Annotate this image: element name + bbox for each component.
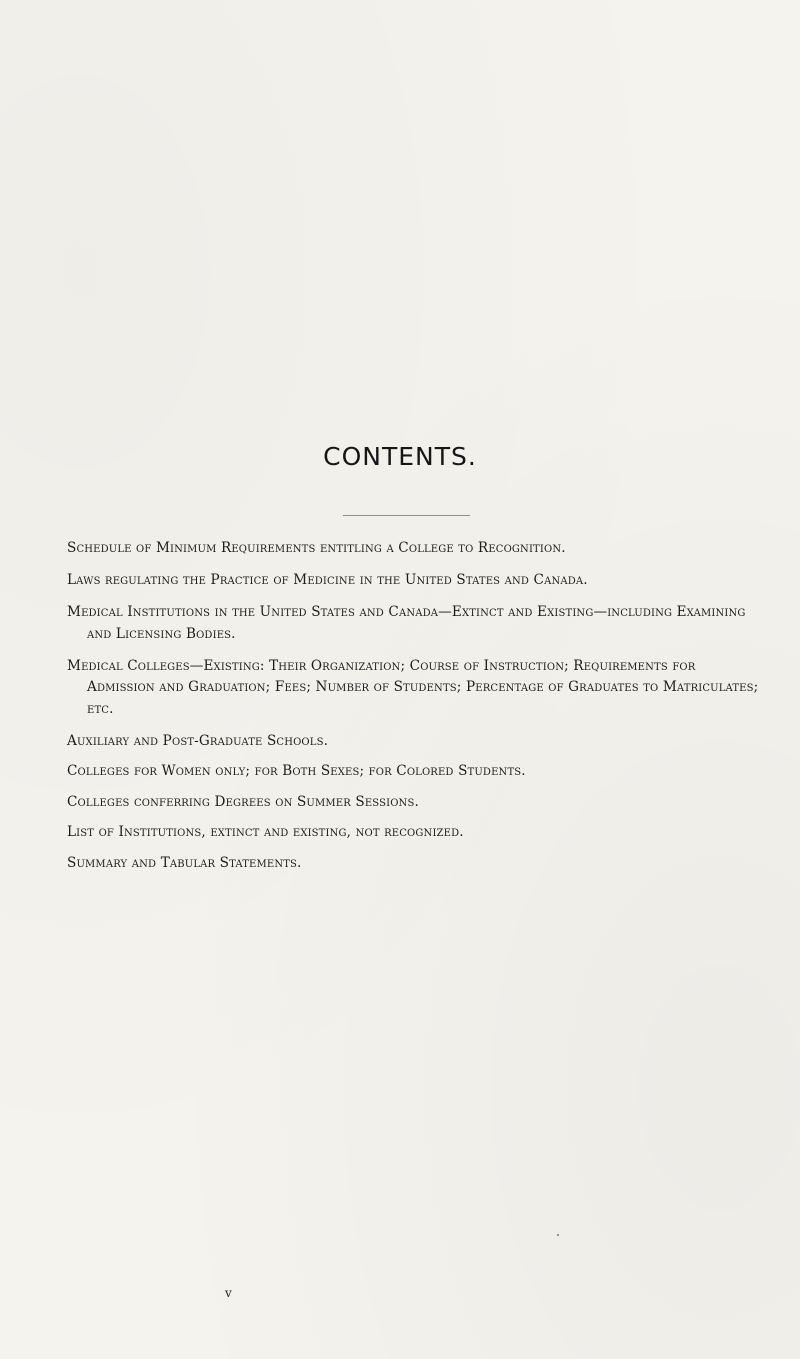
contents-entry-women-colored: Colleges for Women only; for Both Sexes; for Colored Students. xyxy=(67,763,526,779)
contents-entry-laws: Laws regulating the Practice of Medicine in the United States and Canada. xyxy=(67,572,588,588)
heading-rule xyxy=(343,515,470,516)
contents-entry-auxiliary: Auxiliary and Post-Graduate Schools. xyxy=(67,732,329,749)
contents-entry-colleges-existing: Medical Colleges—Existing: Their Organization; Course of Instruction; Requirements for Admission and Graduation; Fees; Number of Students; Percentage of Graduates to Matriculates; etc. xyxy=(67,657,759,717)
contents-heading: CONTENTS. xyxy=(323,442,477,471)
contents-entry-summary: Summary and Tabular Statements. xyxy=(67,854,302,871)
contents-list xyxy=(67,538,767,883)
contents-entry-not-recognized: List of Institutions, extinct and existing, not recognized. xyxy=(67,824,464,840)
signature-mark: v xyxy=(225,1286,232,1300)
paper-speck xyxy=(557,1234,559,1236)
contents-entry-schedule: Schedule of Minimum Requirements entitling a College to Recognition. xyxy=(67,540,566,556)
contents-entry-institutions: Medical Institutions in the United States and Canada—Extinct and Existing—including Examining and Licensing Bodies. xyxy=(67,604,746,642)
contents-entry-summer: Colleges conferring Degrees on Summer Sessions. xyxy=(67,793,419,810)
